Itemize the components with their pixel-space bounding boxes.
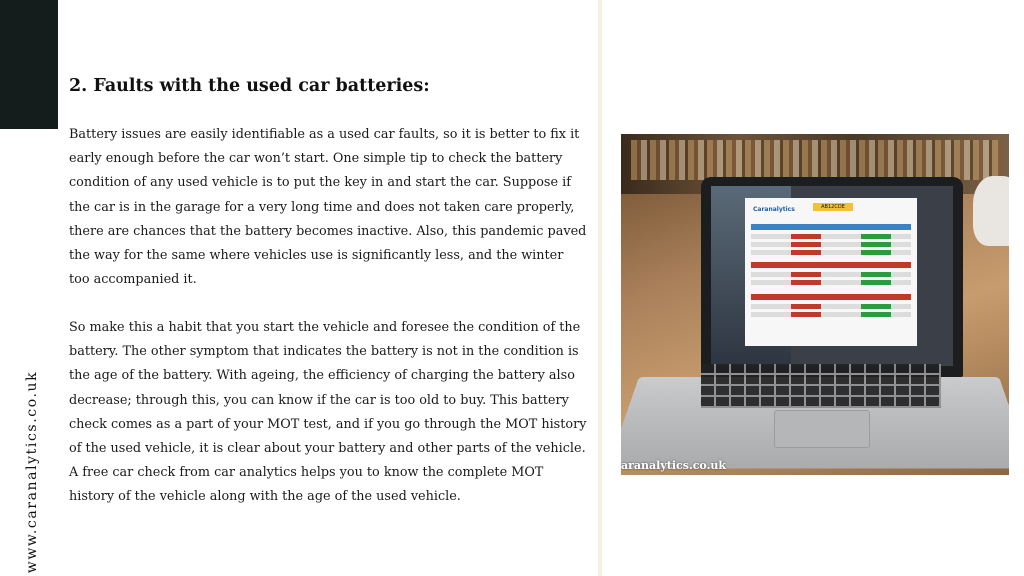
column-divider bbox=[598, 0, 602, 576]
paragraph-battery-issues: Battery issues are easily identifiable as a used car faults, so it is better to fix it early enough before the car won’t start. One simple tip to check the battery condition of any used vehicle is to put the key in and start the car. Suppose if the car is in the garage for a very long time and does not taken care properly, there are chances that the battery becomes inactive. Also, this pandemic paved the way for the same where vehicles use is significantly less, and the winter too accompanied it. bbox=[69, 127, 587, 288]
coffee-cup bbox=[973, 176, 1009, 246]
section-heading: 2. Faults with the used car batteries: bbox=[69, 76, 430, 96]
screen-number-plate: AB12CDE bbox=[813, 203, 853, 211]
laptop-trackpad bbox=[774, 410, 870, 448]
image-watermark: aranalytics.co.uk bbox=[621, 459, 727, 472]
laptop-screen bbox=[711, 186, 953, 366]
paragraph-battery-habit: So make this a habit that you start the vehicle and foresee the condition of the battery. The other symptom that indicates the battery is not in the condition is the age of the battery. With ageing, the efficiency of charging the battery also decrease; through this, you can know if the car is too old to buy. This battery check comes as a part of your MOT test, and if you go through the MOT history of the used vehicle, it is clear about your battery and other parts of the vehicle. A free car check from car analytics helps you to know the complete MOT history of the vehicle along with the age of the used vehicle. bbox=[69, 320, 587, 505]
screen-logo: Caranalytics bbox=[753, 206, 795, 213]
website-url[interactable]: www.caranalytics.co.uk bbox=[24, 370, 40, 574]
screen-report-page bbox=[745, 198, 917, 346]
dark-corner-block bbox=[0, 0, 58, 129]
laptop-photo bbox=[621, 134, 1009, 475]
